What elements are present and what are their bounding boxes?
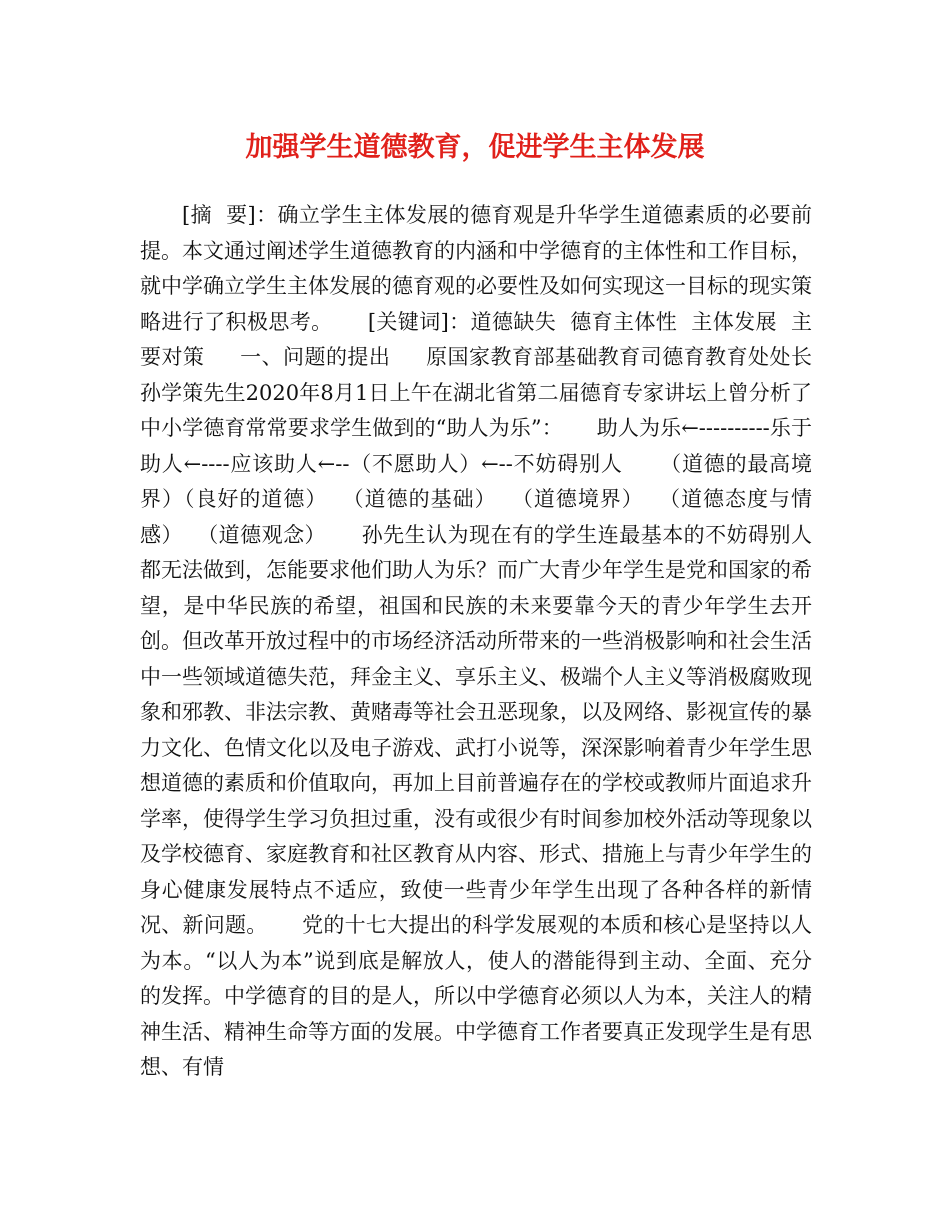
document-title: 加强学生道德教育，促进学生主体发展 [245,132,705,163]
document-body: [摘 要]：确立学生主体发展的德育观是升华学生道德素质的必要前提。本文通过阐述学生道德教育的内涵和中学德育的主体性和工作目标，就中学确立学生主体发展的德育观的必要性及如何实现这一目标的现实策略进行了积极思考。 [关键词]：道德缺失 德育主体性 主体发展 主要对策 一、问题的提出 原国家教育部基础教育司德育教育处处长孙学策先生2020年8月1日上午在湖北省第二届德育专家讲坛上曾分析了中小学德育常常要求学生做到的“助人为乐”： 助人为乐←----------乐于助人←----应该助人←--（不愿助人）←--不妨碍别人 （道德的最高境界）（良好的道德） （道德的基础） （道德境界） （道德态度与情感） （道德观念） 孙先生认为现在有的学生连最基本的不妨碍别人都无法做到，怎能要求他们助人为乐？而广大青少年学生是党和国家的希望，是中华民族的希望，祖国和民族的未来要靠今天的青少年学生去开创。但改革开放过程中的市场经济活动所带来的一些消极影响和社会生活中一些领域道德失范，拜金主义、享乐主义、极端个人主义等消极腐败现象和邪教、非法宗教、黄赌毒等社会丑恶现象，以及网络、影视宣传的暴力文化、色情文化以及电子游戏、武打小说等，深深影响着青少年学生思想道德的素质和价值取向，再加上目前普遍存在的学校或教师片面追求升学率，使得学生学习负担过重，没有或很少有时间参加校外活动等现象以及学校德育、家庭教育和社区教育从内容、形式、措施上与青少年学生的身心健康发展特点不适应，致使一些青少年学生出现了各种各样的新情况、新问题。 党的十七大提出的科学发展观的本质和核心是坚持以人为本。“以人为本”说到底是解放人，使人的潜能得到主动、全面、充分的发挥。中学德育的目的是人，所以中学德育必须以人为本，关注人的精神生活、精神生命等方面的发展。中学德育工作者要真正发现学生是有思想、有情 [140,203,812,1079]
